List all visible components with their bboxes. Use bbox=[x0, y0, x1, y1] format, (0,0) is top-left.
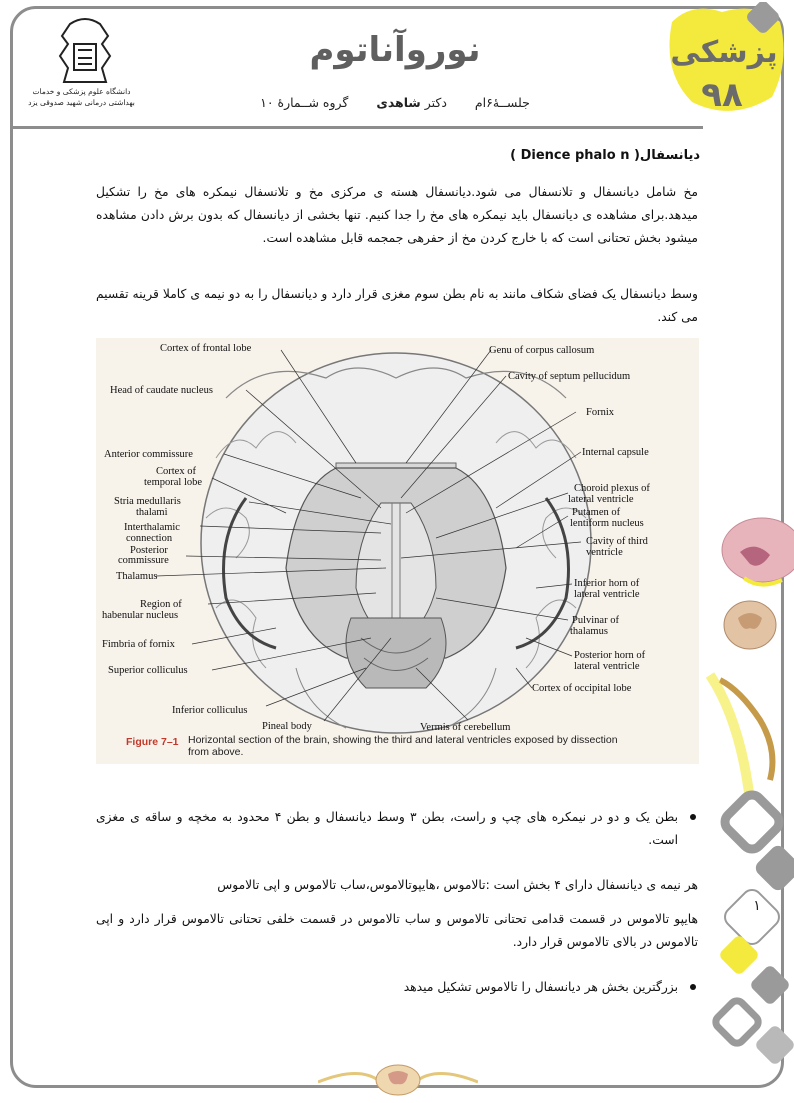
badge-number: ۹۸ bbox=[701, 75, 743, 115]
label-choroid-plexus-1: Choroid plexus of bbox=[574, 483, 650, 494]
bullet-text-1: بطن یک و دو در نیمکره های چپ و راست، بطن ۳ وسط دیانسفال و بطن ۴ محدود به مخچه و ساقه ی مغزی است. bbox=[96, 810, 678, 847]
pezeshki-98-badge bbox=[662, 2, 792, 124]
group-number: گروه شــمارهٔ ۱۰ bbox=[260, 95, 349, 110]
label-thalamus: Thalamus bbox=[116, 571, 158, 582]
paragraph-3: هر نیمه ی دیانسفال دارای ۴ بخش است :تالاموس ،هایپوتالاموس،ساب تالاموس و اپی تالاموس bbox=[217, 878, 698, 892]
label-internal-capsule: Internal capsule bbox=[582, 447, 649, 458]
label-putamen-1: Putamen of bbox=[572, 507, 621, 518]
label-interthalamic-2: connection bbox=[126, 533, 173, 544]
figure-caption-label: Figure 7–1 bbox=[126, 736, 179, 748]
bullet-text-2: بزرگترین بخش هر دیانسفال را تالاموس تشکیل میدهد bbox=[403, 980, 678, 994]
section-title: دیانسفال( Dience phalo n ) bbox=[510, 148, 700, 163]
brain-drawing bbox=[201, 353, 591, 733]
label-habenular-2: habenular nucleus bbox=[102, 610, 179, 621]
spinal-cord-section-icon bbox=[724, 601, 776, 649]
paragraph-4: هایپو تالاموس در قسمت قدامی تحتانی تالاموس و ساب تالاموس در قسمت خلفی تحتانی تالاموس قرار دارد و اپی تالاموس در بالای تالاموس قرار دارد. bbox=[96, 912, 698, 949]
label-pineal-body: Pineal body bbox=[262, 721, 312, 732]
label-genu-corpus-callosum: Genu of corpus callosum bbox=[489, 345, 595, 356]
figure-caption-text: Horizontal section of the brain, showing the third and lateral ventricles exposed by dissection from above. bbox=[188, 734, 618, 758]
label-stria-medullaris-1: Stria medullaris bbox=[114, 496, 181, 507]
label-putamen-2: lentiform nucleus bbox=[570, 518, 644, 529]
doctor-label: دکتر bbox=[424, 95, 447, 110]
session-number: جلســهٔ۶ام bbox=[474, 95, 530, 110]
doctor bbox=[376, 95, 447, 110]
side-decoration bbox=[700, 500, 794, 1090]
doctor-name: شاهدی bbox=[376, 95, 421, 110]
footer-spinal-cord-ornament bbox=[318, 1062, 478, 1098]
bullet-dot bbox=[690, 814, 696, 820]
label-inferior-horn-1: Inferior horn of bbox=[574, 578, 640, 589]
label-posterior-commissure-1: Posterior bbox=[130, 545, 168, 556]
page-number: ۱ bbox=[753, 898, 761, 914]
label-pulvinar-2: thalamus bbox=[570, 626, 608, 637]
paragraph-1: مخ شامل دیانسفال و تلانسفال می شود.دیانسفال هسته ی مرکزی مخ و تلانسفال نیمکره های مخ را تشکیل میدهد.برای مشاهده ی دیانسفال باید نیمکره های مخ را جدا کنیم. تنها بخشی از دیانسفال که بدون برش دادن مشاهده میشود بخش تحتانی است که با خارج کردن مخ از حفرهی جمجمه قابل مشاهده است. bbox=[96, 185, 698, 245]
label-pulvinar-1: Pulvinar of bbox=[572, 615, 619, 626]
label-choroid-plexus-2: lateral ventricle bbox=[568, 494, 634, 505]
label-interthalamic-1: Interthalamic bbox=[124, 522, 180, 533]
label-cortex-temporal-1: Cortex of bbox=[156, 466, 196, 477]
session-meta bbox=[240, 95, 550, 110]
label-anterior-commissure: Anterior commissure bbox=[104, 449, 193, 460]
header-divider bbox=[13, 126, 703, 129]
label-septum-pellucidum: Cavity of septum pellucidum bbox=[508, 371, 631, 382]
label-third-ventricle-2: ventricle bbox=[586, 547, 623, 558]
label-head-caudate: Head of caudate nucleus bbox=[110, 385, 213, 396]
university-name: دانشگاه علوم پزشکی و خدمات بهداشتی درمانی شهید صدوقی یزد bbox=[28, 87, 135, 107]
label-fimbria: Fimbria of fornix bbox=[102, 639, 175, 650]
label-fornix: Fornix bbox=[586, 407, 615, 418]
label-posterior-commissure-2: commissure bbox=[118, 555, 169, 566]
label-superior-colliculus: Superior colliculus bbox=[108, 665, 188, 676]
label-inferior-colliculus: Inferior colliculus bbox=[172, 705, 248, 716]
label-cortex-frontal: Cortex of frontal lobe bbox=[160, 343, 252, 354]
bullet-item-2 bbox=[96, 976, 678, 999]
page-title: نوروآناتوم bbox=[309, 30, 481, 70]
label-stria-medullaris-2: thalami bbox=[136, 507, 168, 518]
brain-section-figure bbox=[96, 338, 699, 764]
label-vermis: Vermis of cerebellum bbox=[420, 722, 511, 733]
bullet-item-1 bbox=[96, 806, 678, 852]
spine-icon bbox=[710, 675, 772, 800]
brain-section-illustration bbox=[96, 338, 699, 764]
label-habenular-1: Region of bbox=[140, 599, 182, 610]
label-posterior-horn-2: lateral ventricle bbox=[574, 661, 640, 672]
label-third-ventricle-1: Cavity of third bbox=[586, 536, 648, 547]
brain-icon bbox=[722, 518, 794, 585]
label-inferior-horn-2: lateral ventricle bbox=[574, 589, 640, 600]
label-cortex-temporal-2: temporal lobe bbox=[144, 477, 203, 488]
paragraph-2: وسط دیانسفال یک فضای شکاف مانند به نام بطن سوم مغزی قرار دارد و دیانسفال را به دو نیمه ی کاملا قرینه تقسیم می کند. bbox=[96, 287, 698, 324]
label-posterior-horn-1: Posterior horn of bbox=[574, 650, 646, 661]
rhombus-pattern bbox=[713, 791, 794, 1066]
bullet-dot bbox=[690, 984, 696, 990]
label-cortex-occipital: Cortex of occipital lobe bbox=[532, 683, 632, 694]
badge-text: پزشکی bbox=[670, 35, 778, 70]
